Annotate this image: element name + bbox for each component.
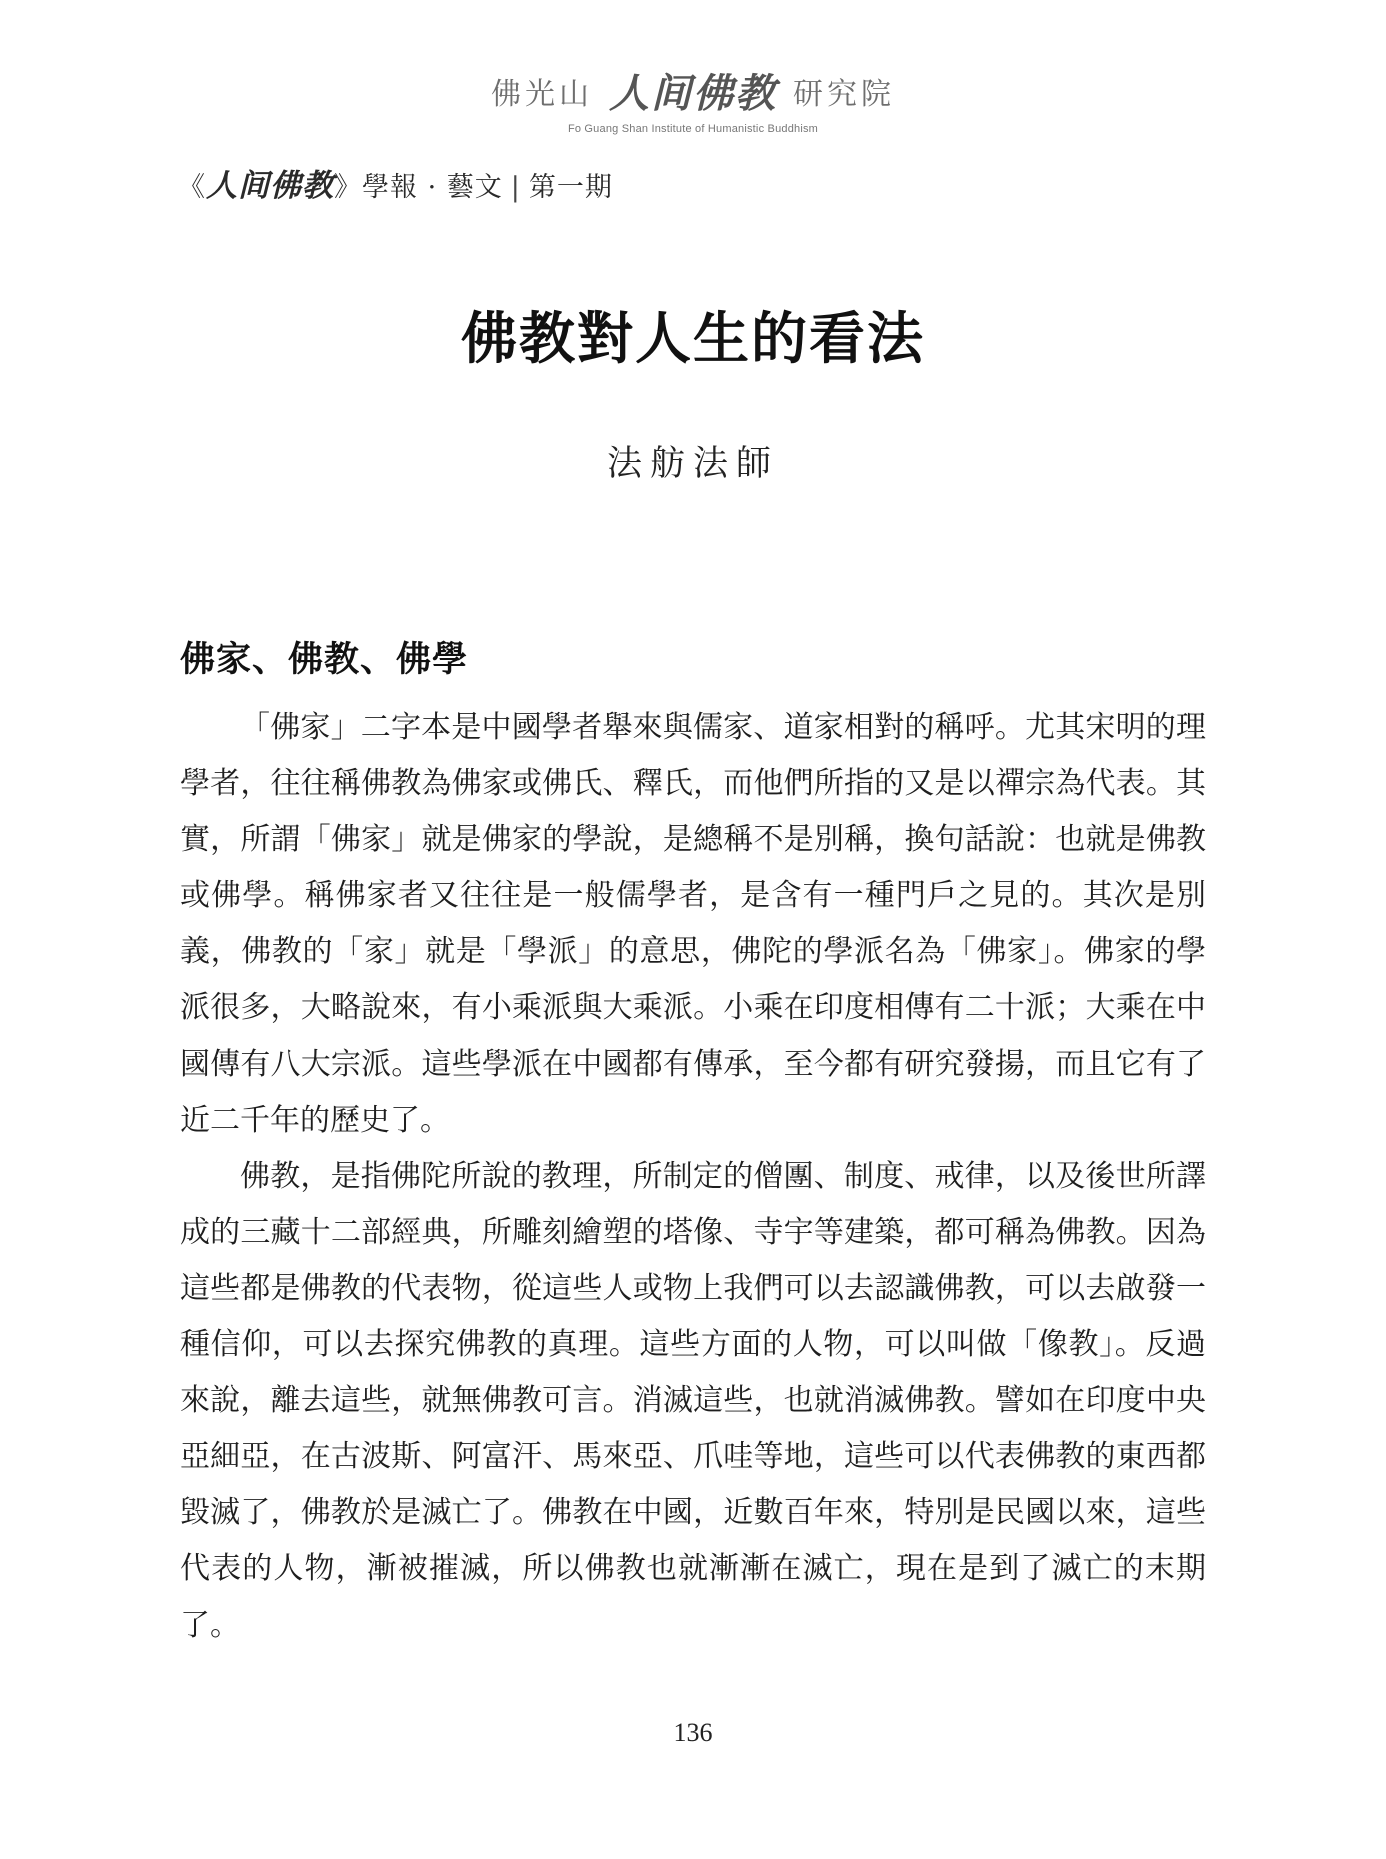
journal-close-bracket: 》 [334,172,362,203]
institute-logo [491,62,895,119]
journal-issue: 第一期 [528,172,613,203]
institute-calligraphy-logo: 人间佛教 [609,70,777,117]
journal-running-header [178,160,613,205]
section-heading: 佛家、佛教、佛學 [180,639,469,680]
article-body [180,700,1206,1654]
page-number: 136 [673,1718,713,1747]
journal-open-bracket: 《 [178,172,206,203]
institute-header [0,62,1386,135]
journal-separator: | [510,172,521,203]
body-paragraph-1: 「佛家」二字本是中國學者舉來與儒家、道家相對的稱呼。尤其宋明的理學者，往往稱佛教為佛家或佛氏、釋氏，而他們所指的又是以禪宗為代表。其實，所謂「佛家」就是佛家的學說，是總稱不是別稱，換句話說：也就是佛教或佛學。稱佛家者又往往是一般儒學者，是含有一種門戶之見的。其次是別義，佛教的「家」就是「學派」的意思，佛陀的學派名為「佛家」。佛家的學派很多，大略說來，有小乘派與大乘派。小乘在印度相傳有二十派；大乘在中國傳有八大宗派。這些學派在中國都有傳承，至今都有研究發揚，而且它有了近二千年的歷史了。 [180,710,1206,1138]
journal-calligraphy-title: 人间佛教 [206,168,334,204]
article-title: 佛教對人生的看法 [461,306,925,372]
institute-suffix: 研究院 [793,76,895,112]
journal-name: 學報 · 藝文 [362,172,503,203]
institute-prefix: 佛光山 [491,76,593,112]
body-paragraph-2: 佛教，是指佛陀所說的教理，所制定的僧團、制度、戒律，以及後世所譯成的三藏十二部經典，所雕刻繪塑的塔像、寺宇等建築，都可稱為佛教。因為這些都是佛教的代表物，從這些人或物上我們可以去認識佛教，可以去啟發一種信仰，可以去探究佛教的真理。這些方面的人物，可以叫做「像教」。反過來說，離去這些，就無佛教可言。消滅這些，也就消滅佛教。譬如在印度中央亞細亞，在古波斯、阿富汗、馬來亞、爪哇等地，這些可以代表佛教的東西都毀滅了，佛教於是滅亡了。佛教在中國，近數百年來，特別是民國以來，這些代表的人物，漸被摧滅，所以佛教也就漸漸在滅亡，現在是到了滅亡的末期了。 [180,1158,1206,1643]
article-author: 法舫法師 [606,444,779,484]
institute-english-name: Fo Guang Shan Institute of Humanistic Buddhism [567,123,819,135]
